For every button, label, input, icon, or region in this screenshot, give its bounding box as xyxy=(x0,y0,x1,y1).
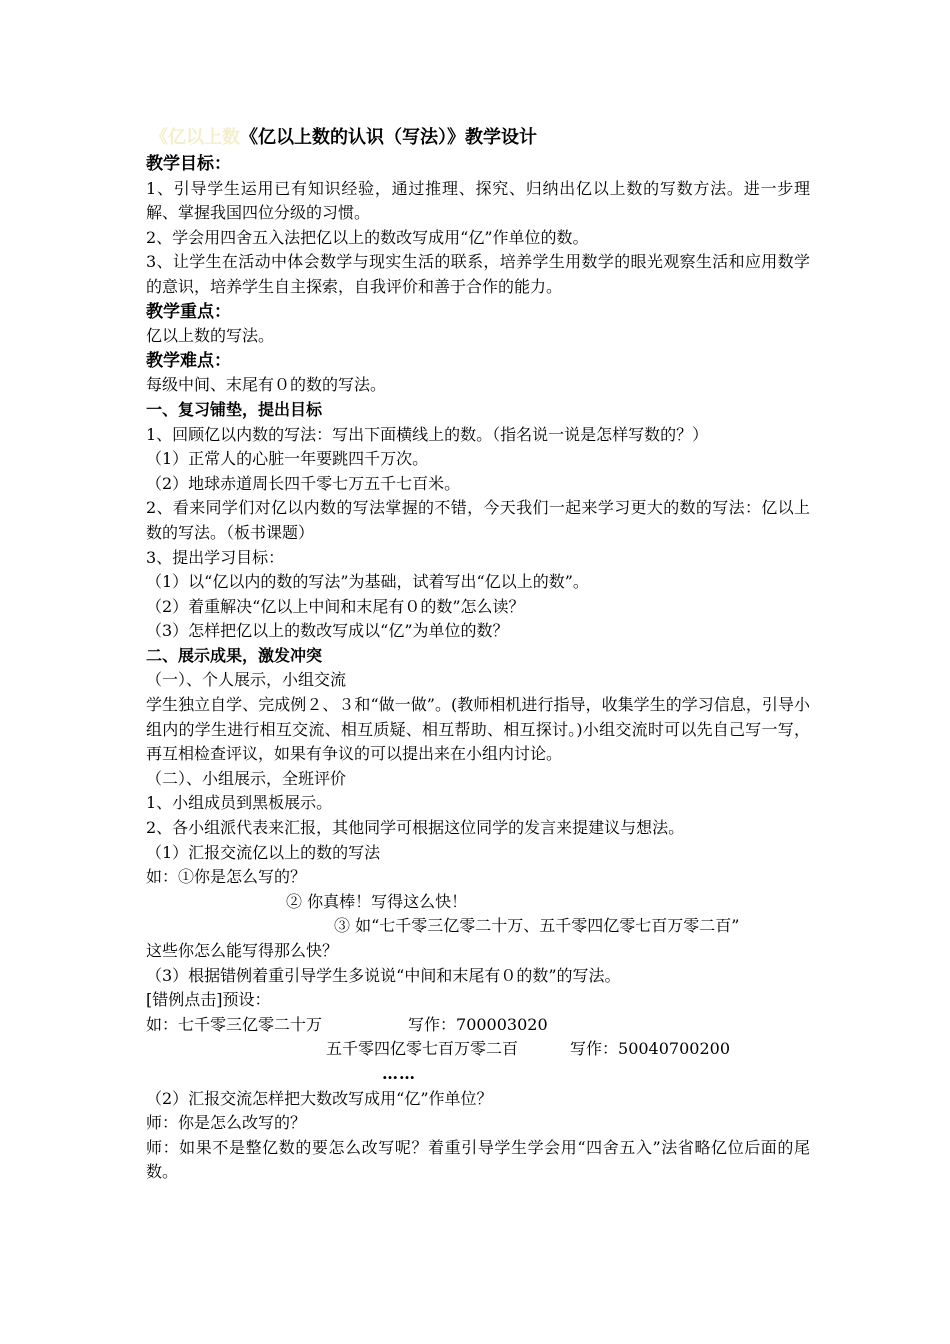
key-text: 亿以上数的写法。 xyxy=(146,326,275,346)
key-heading: 教学重点： xyxy=(146,301,231,322)
goal-item: 3、让学生在活动中体会数学与现实生活的联系，培养学生用数学的眼光观察生活和应用数学的意识，培养学生自主探索，自我评价和善于合作的能力。 xyxy=(146,252,810,296)
section1-line: （2）着重解决“亿以上中间和末尾有０的数”怎么读？ xyxy=(146,596,525,616)
section1-line: 1、回顾亿以内数的写法：写出下面横线上的数。（指名说一说是怎样写数的？） xyxy=(146,424,709,444)
example3-line: ③ 如“七千零三亿零二十万、五千零四亿零七百万零二百” xyxy=(334,916,740,936)
difficulty-heading: 教学难点： xyxy=(146,350,231,371)
section2-line: 师：你是怎么改写的？ xyxy=(146,1113,307,1133)
title-ghost-text: 《亿以上数 xyxy=(150,127,240,148)
section2-line: 1、小组成员到黑板展示。 xyxy=(146,793,333,813)
section2-line: 这些你怎么能写得那么快？ xyxy=(146,941,339,960)
section1-line: （2）地球赤道周长四千零七万五千七百米。 xyxy=(146,473,461,493)
section1-line: （3）怎样把亿以上的数改写成以“亿”为单位的数？ xyxy=(146,621,509,641)
document-title xyxy=(146,124,810,152)
section2-subheading: （二）、小组展示，全班评价 xyxy=(146,768,347,788)
title-text: 《亿以上数的认识（写法）》教学设计 xyxy=(240,127,537,148)
section2-line: [错例点击]预设： xyxy=(146,990,271,1010)
section1-line: （1）以“亿以内的数的写法”为基础，试着写出“亿以上的数”。 xyxy=(146,572,589,592)
error-example-text: 如：七千零三亿零二十万 xyxy=(146,1014,323,1034)
section2-line: （2）汇报交流怎样把大数改写成用“亿”作单位？ xyxy=(146,1088,493,1108)
difficulty-text: 每级中间、末尾有０的数的写法。 xyxy=(146,375,387,395)
error-example-row xyxy=(146,1037,810,1062)
goal-item: 1、引导学生运用已有知识经验，通过推理、探究、归纳出亿以上数的写数方法。进一步理解、掌握我国四位分级的习惯。 xyxy=(146,178,810,223)
section2-line: 2、各小组派代表来汇报，其他同学可根据这位同学的发言来提建议与想法。 xyxy=(146,818,685,838)
section2-paragraph: 学生独立自学、完成例２、３和“做一做”。(教师相机进行指导，收集学生的学习信息，引导小组内的学生进行相互交流、相互质疑、相互帮助、相互探讨。)小组交流时可以先自己写一写，再互相检查评议，如果有争议的可以提出来在小组内讨论。 xyxy=(146,695,810,764)
error-example-answer: 写作：50040700200 xyxy=(570,1039,730,1059)
section2-line: 师：如果不是整亿数的要怎么改写呢？着重引导学生学会用“四舍五入”法省略亿位后面的尾数。 xyxy=(146,1137,810,1182)
section1-heading: 一、复习铺垫，提出目标 xyxy=(146,399,323,419)
error-example-text: 五千零四亿零七百万零二百 xyxy=(326,1039,519,1059)
praise-line: ② 你真棒！写得这么快！ xyxy=(286,891,468,911)
section2-line: 如：①你是怎么写的？ xyxy=(146,867,307,887)
section2-line: （3）根据错例着重引导学生多说说“中间和末尾有０的数”的写法。 xyxy=(146,965,621,985)
error-example-answer: 写作：700003020 xyxy=(408,1014,548,1034)
section1-line: （1）正常人的心脏一年要跳四千万次。 xyxy=(146,449,429,469)
document-content xyxy=(146,124,810,1185)
error-example-row xyxy=(146,1013,810,1038)
goal-item: 2、学会用四舍五入法把亿以上的数改写成用“亿”作单位的数。 xyxy=(146,227,589,247)
section1-line: 3、提出学习目标： xyxy=(146,547,285,567)
goals-heading: 教学目标： xyxy=(146,154,231,174)
section2-heading: 二、展示成果，激发冲突 xyxy=(146,645,323,665)
section2-line: （1）汇报交流亿以上的数的写法 xyxy=(146,842,381,862)
section2-subheading: （一）、个人展示，小组交流 xyxy=(146,670,347,690)
section1-line: 2、看来同学们对亿以内数的写法掌握的不错，今天我们一起来学习更大的数的写法：亿以上数的写法。（板书课题） xyxy=(146,498,810,542)
ellipsis: …… xyxy=(382,1063,416,1083)
